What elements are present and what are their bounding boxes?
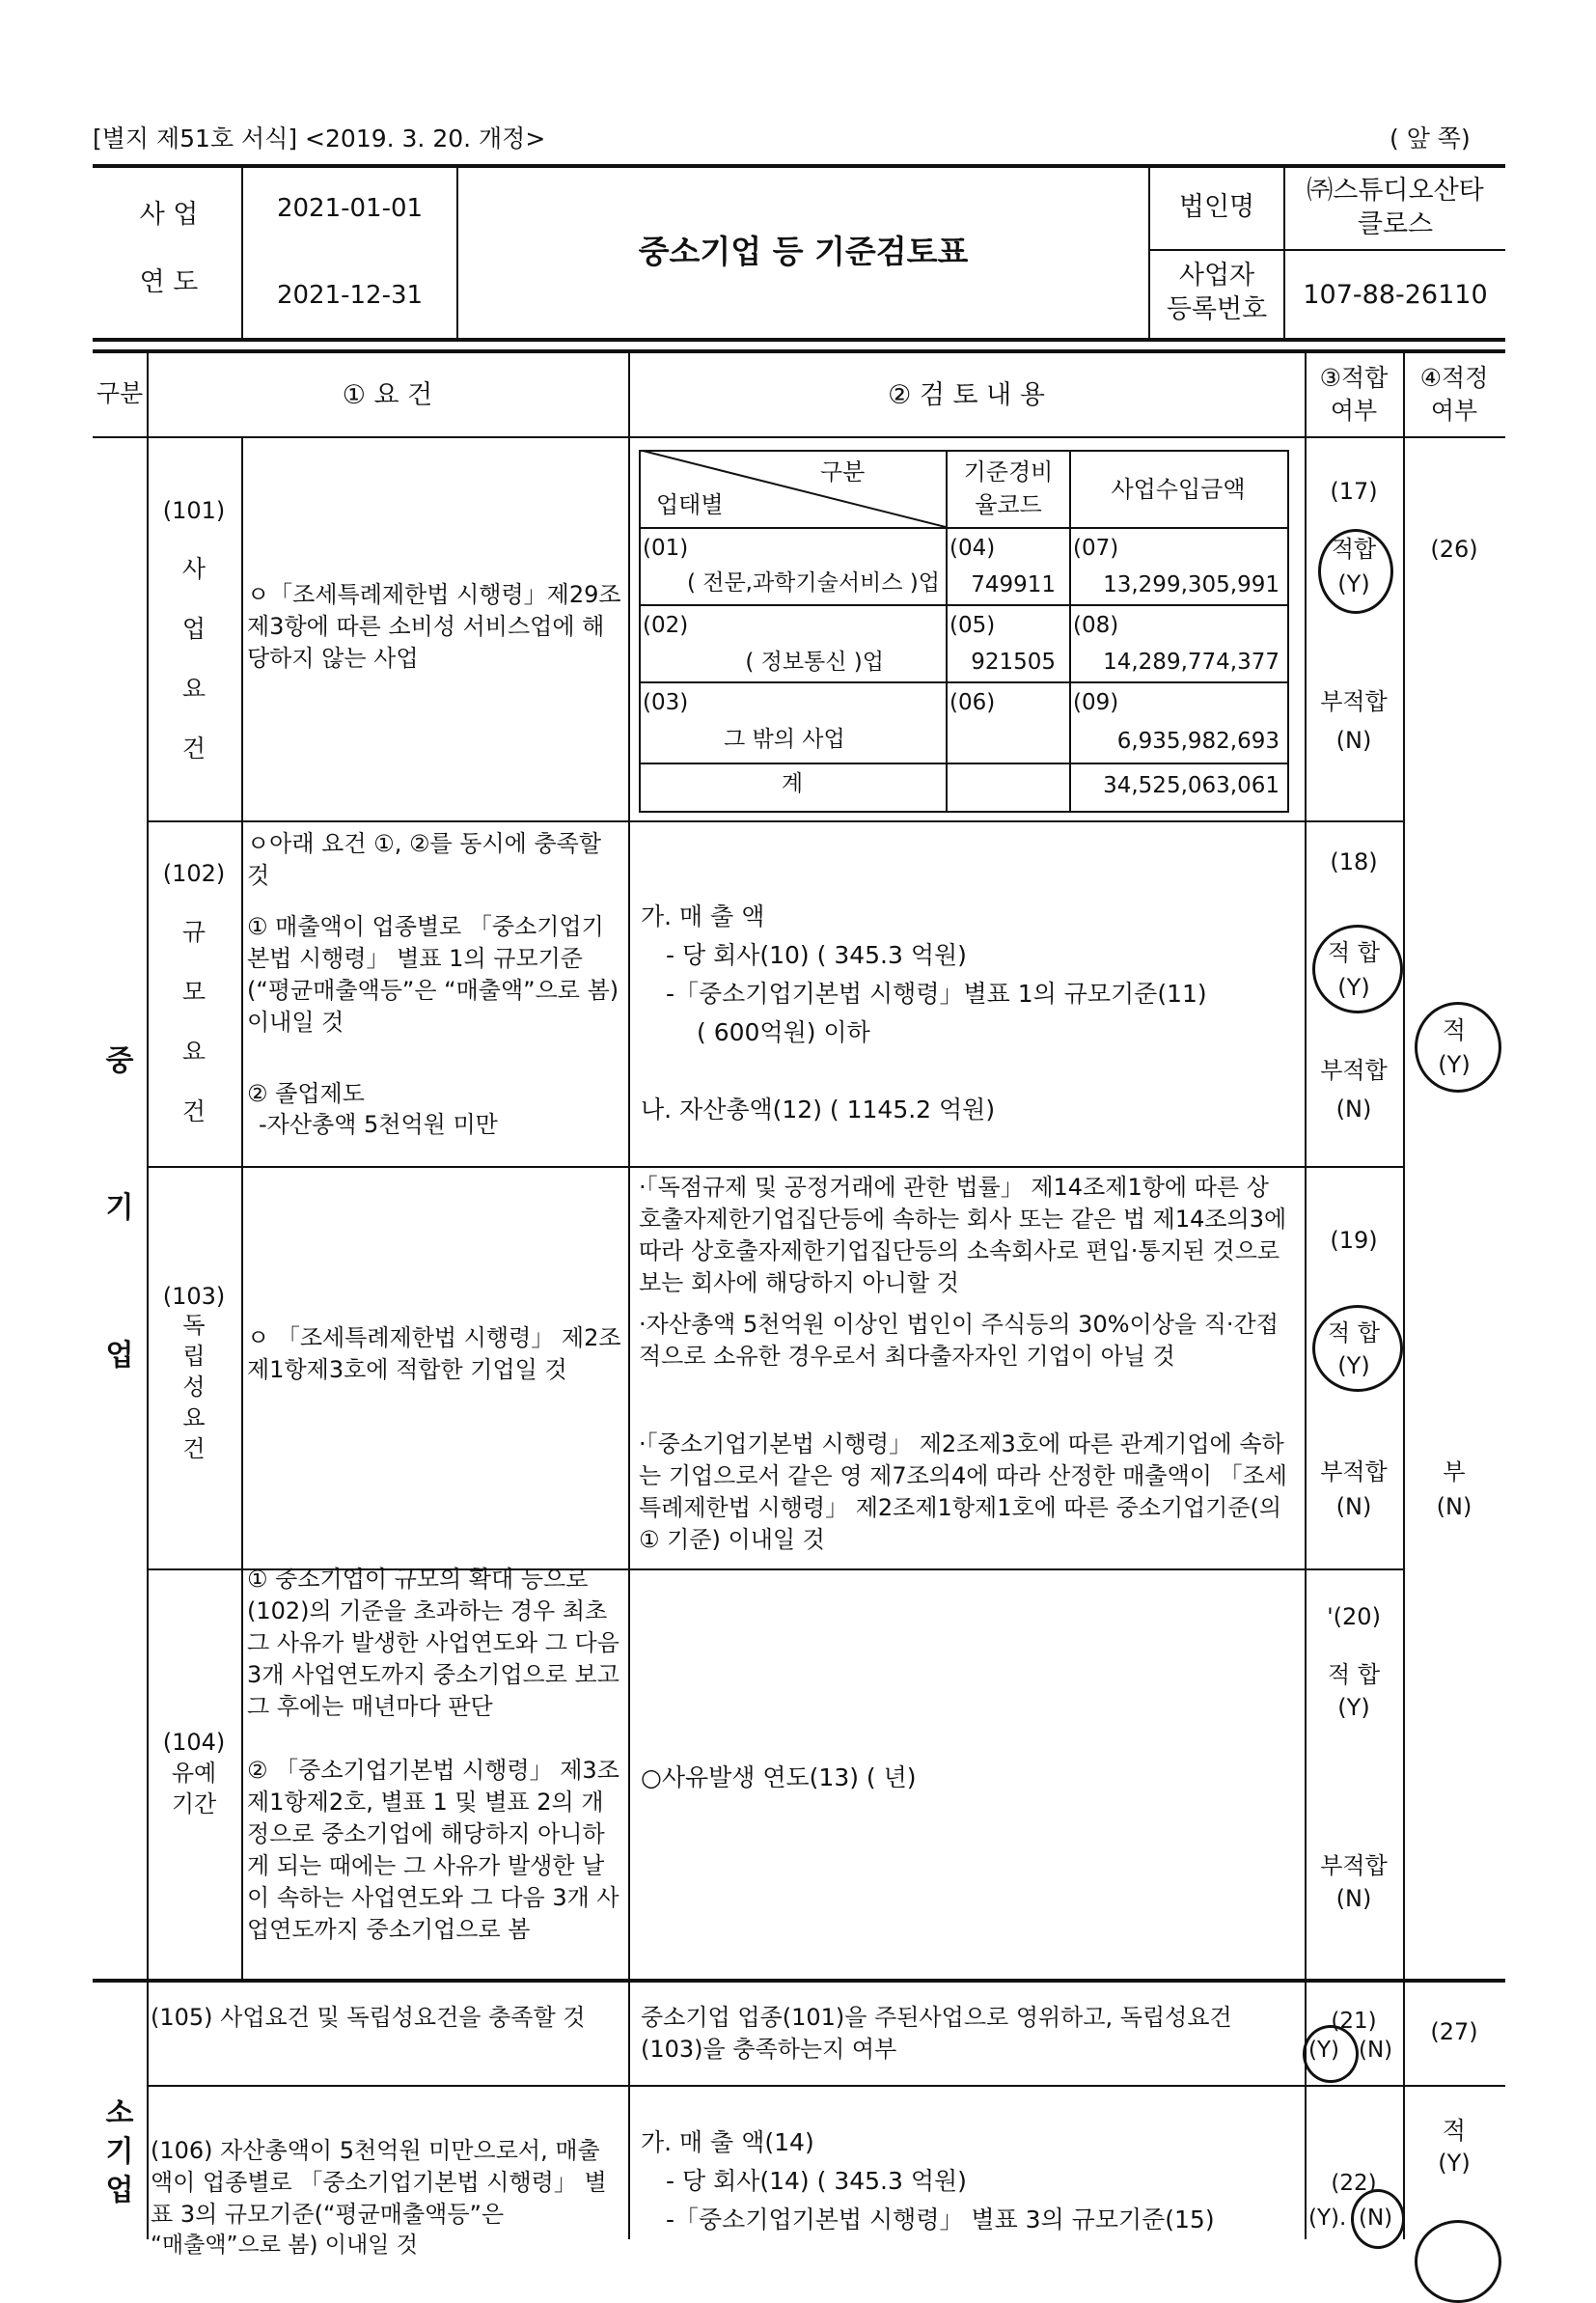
row-label-char: 건 [181, 1097, 206, 1125]
table-total-label: 계 [781, 771, 804, 796]
table-cell: (06) [949, 690, 996, 715]
requirement-text: ㅇ아래 요건 ①, ②를 동시에 충족할 것 [247, 830, 602, 889]
fit-yes: (Y) [1337, 1352, 1370, 1379]
review-text: 나. 자산총액(12) ( 1145.2 억원) [641, 1096, 996, 1124]
review-text: ○사유발생 연도(13) ( 년) [641, 1763, 917, 1791]
row-divider [147, 820, 1403, 822]
review-text: 중소기업 업종(101)을 주된사업으로 영위하고, 독립성요건(103)을 충족하는지 여부 [641, 2004, 1232, 2063]
fit-yes: (Y) [1308, 2038, 1339, 2063]
row-code: (101) [162, 497, 226, 524]
requirement-text: ㅇ「조세특례제한법 시행령」제29조제3항에 따른 소비성 서비스업에 해당하지 않는 사업 [247, 581, 621, 672]
requirement-text: ① 중소기업이 규모의 확대 등으로 (102)의 기준을 초과하는 경우 최초 그 사유가 발생한 사업연도와 그 다음 3개 사업연도까지 중소기업으로 보고 그 후에는 매년마다 판단 [247, 1566, 619, 1720]
row-label-char: 립 [182, 1343, 206, 1370]
review-text: ·「중소기업기본법 시행령」 제2조제3호에 따른 관계기업에 속하는 기업으로서 같은 영 제7조의4에 따라 산정한 매출액이 「조세특례제한법 시행령」 제2조제1항제1호에 따른 중소기업기준(의① 기준) 이내일 것 [639, 1430, 1287, 1553]
fit-no: 부적합 [1320, 1458, 1388, 1485]
period-label: 사 업 [139, 200, 199, 230]
corp-name: 클로스 [1357, 209, 1434, 239]
review-text: ·자산총액 5천억원 이상인 법인이 주식등의 30%이상을 직·간접적으로 소유한 경우로서 최다출자자인 기업이 아닐 것 [639, 1311, 1279, 1370]
period-label: 연 도 [139, 267, 199, 297]
col-header-review: ② 검 토 내 용 [888, 380, 1045, 410]
fit-no: (N) [1335, 727, 1372, 754]
requirement-text: -자산총액 5천억원 미만 [259, 1111, 498, 1138]
table-cell: 921505 [971, 650, 1056, 675]
row-label-char: 요 [181, 675, 206, 703]
review-text: 가. 매 출 액 [641, 902, 765, 930]
fit-no: (N) [1335, 1493, 1372, 1520]
top-box-bottom [93, 338, 1505, 342]
row-code: (104) [162, 1729, 226, 1756]
fit-yes: 적합 [1331, 536, 1377, 563]
review-text: - 당 회사(10) ( 345.3 억원) [666, 941, 967, 969]
table-cell: 749911 [971, 572, 1056, 597]
row-label-char: 규 [181, 918, 206, 946]
row-label-char: 사 [181, 555, 206, 583]
section-divider [93, 1979, 1505, 1983]
row-code: (103) [162, 1283, 226, 1310]
proper-number: (26) [1430, 536, 1478, 563]
table-head: 사업수입금액 [1111, 476, 1246, 503]
selected-circle [1415, 2220, 1501, 2303]
document-title: 중소기업 등 기준검토표 [638, 233, 969, 270]
table-cell: ( 전문,과학기술서비스 )업 [686, 570, 940, 596]
fit-no: (N) [1359, 2038, 1393, 2063]
table-cell: (08) [1073, 613, 1119, 638]
table-cell: 그 밖의 사업 [724, 727, 845, 752]
table-cell: (05) [949, 613, 996, 638]
corp-name: ㈜스튜디오산타 [1307, 176, 1484, 206]
review-text: ( 600억원) 이하 [697, 1018, 870, 1046]
row-label: 유예 [171, 1760, 217, 1787]
review-text: - 당 회사(14) ( 345.3 억원) [666, 2167, 967, 2195]
category-char: 중 [105, 1044, 134, 1078]
divider [1403, 349, 1405, 2239]
page-side-label: ( 앞 쪽) [1390, 125, 1471, 153]
fit-yes: 적 합 [1328, 1661, 1380, 1688]
col-header-fit: ③적합 [1319, 364, 1389, 392]
category-char: 업 [105, 2174, 134, 2207]
fit-no: (N) [1335, 1096, 1372, 1123]
requirement-text: (106) 자산총액이 5천억원 미만으로서, 매출액이 업종별로 「중소기업기본법 시행령」 별표 3의 규모기준(“평균매출액등”은 [151, 2137, 607, 2228]
row-label-char: 요 [181, 1038, 206, 1066]
divider [1148, 249, 1505, 251]
table-cell: (09) [1073, 690, 1119, 715]
review-text: -「중소기업기본법 시행령」별표 1의 규모기준(11) [666, 980, 1207, 1008]
table-cell: (02) [643, 613, 689, 638]
corp-name-label: 법인명 [1178, 192, 1255, 222]
proper-number: (27) [1430, 2018, 1478, 2045]
proper-yes: (Y) [1438, 2150, 1471, 2177]
fit-no: 부적합 [1320, 688, 1388, 715]
table-line [639, 763, 1287, 764]
table-head: 기준경비 [963, 458, 1054, 486]
fit-number: (18) [1330, 848, 1378, 875]
fit-no: 부적합 [1320, 1057, 1388, 1084]
category-char: 기 [105, 2135, 134, 2169]
category-char: 업 [105, 1339, 134, 1373]
row-label-char: 성 [182, 1373, 206, 1401]
fit-yes: (Y). [1308, 2206, 1347, 2231]
table-head: 업태별 [656, 491, 724, 518]
table-line [639, 681, 1287, 683]
table-line [639, 527, 1287, 529]
table-cell: 13,299,305,991 [1103, 572, 1280, 597]
proper-no: (N) [1436, 1493, 1472, 1520]
top-border [93, 164, 1505, 168]
row-divider [147, 2085, 1505, 2087]
col-header-category: 구분 [96, 379, 144, 407]
fit-number: (22) [1331, 2171, 1377, 2196]
requirement-text: ② 「중소기업기본법 시행령」 제3조제1항제2호, 별표 1 및 별표 2의 개정으로 중소기업에 해당하지 아니하게 되는 때에는 그 사유가 발생한 날이 속하는 사업연도와 그 다음 3개 사업연도까지 중소기업으로 봄 [247, 1757, 619, 1943]
requirement-text: “매출액”으로 봄) 이내일 것 [151, 2233, 418, 2258]
col-header-fit: 여부 [1330, 397, 1378, 425]
row-label: 기간 [171, 1790, 217, 1817]
biz-no-label: 등록번호 [1166, 294, 1268, 324]
table-total-amount: 34,525,063,061 [1103, 773, 1280, 798]
row-label-char: 건 [181, 735, 206, 763]
requirement-text: ㅇ 「조세특례제한법 시행령」 제2조제1항제3호에 적합한 기업일 것 [247, 1324, 621, 1383]
divider [241, 436, 243, 1981]
requirement-text: (105) 사업요건 및 독립성요건을 충족할 것 [151, 2004, 586, 2031]
table-cell: ( 정보통신 )업 [745, 650, 884, 675]
table-head: 율코드 [975, 491, 1042, 518]
row-divider [147, 1166, 1403, 1168]
category-char: 기 [105, 1191, 134, 1225]
col-header-proper: ④적정 [1419, 364, 1489, 392]
header-bottom [93, 436, 1505, 438]
row-label-char: 모 [181, 978, 206, 1006]
proper-yes: 적 [1442, 2117, 1467, 2145]
row-code: (102) [162, 860, 226, 887]
proper-no: 부 [1443, 1458, 1466, 1485]
form-reference: [별지 제51호 서식] <2019. 3. 20. 개정> [93, 125, 546, 153]
review-text: -「중소기업기본법 시행령」 별표 3의 규모기준(15) [666, 2206, 1215, 2234]
row-label-char: 독 [182, 1312, 206, 1339]
fit-number: (19) [1330, 1227, 1378, 1254]
fit-number: (21) [1331, 2009, 1377, 2034]
col-header-proper: 여부 [1430, 397, 1478, 425]
requirement-text: ② 졸업제도 [247, 1080, 365, 1107]
review-text: ·「독점규제 및 공정거래에 관한 법률」 제14조제1항에 따른 상호출자제한기업집단등에 속하는 회사 또는 같은 법 제14조의3에 따라 상호출자제한기업집단등의 소속회사로 편입·통지된 것으로 보는 회사에 해당하지 아니할 것 [639, 1174, 1287, 1296]
fit-yes: (Y) [1337, 974, 1370, 1001]
fit-yes: 적 합 [1328, 939, 1380, 966]
table-cell: 6,935,982,693 [1116, 729, 1280, 754]
row-label-char: 건 [182, 1435, 206, 1462]
period-end: 2021-12-31 [276, 281, 424, 310]
period-start: 2021-01-01 [276, 194, 424, 223]
table-cell: (07) [1073, 536, 1119, 561]
fit-no: 부적합 [1320, 1852, 1388, 1879]
table-cell: (03) [643, 690, 689, 715]
row-label-char: 요 [182, 1404, 206, 1431]
table-cell: 14,289,774,377 [1103, 650, 1280, 675]
divider [1305, 349, 1307, 2239]
table-cell: (01) [643, 536, 689, 561]
proper-yes: 적 [1442, 1016, 1467, 1044]
table-head: 구분 [820, 458, 866, 486]
category-char: 소 [105, 2096, 134, 2130]
fit-yes: 적 합 [1328, 1319, 1380, 1346]
col-header-requirement: ① 요 건 [342, 380, 433, 410]
table-cell: (04) [949, 536, 996, 561]
divider [628, 349, 630, 2239]
requirement-text: ① 매출액이 업종별로 「중소기업기본법 시행령」 별표 1의 규모기준(“평균매출액등”은 “매출액”으로 봄) 이내일 것 [247, 913, 619, 1036]
row-label-char: 업 [181, 615, 206, 643]
fit-no: (N) [1359, 2206, 1393, 2231]
fit-no: (N) [1335, 1885, 1372, 1912]
table-line [639, 604, 1287, 606]
biz-no-label: 사업자 [1178, 261, 1255, 291]
biz-no: 107-88-26110 [1303, 280, 1488, 310]
proper-yes: (Y) [1438, 1051, 1471, 1078]
fit-number: (17) [1330, 478, 1378, 505]
fit-yes: (Y) [1337, 570, 1370, 597]
fit-yes: (Y) [1337, 1694, 1370, 1721]
fit-number: '(20) [1327, 1603, 1381, 1630]
main-table-top [93, 349, 1505, 353]
review-text: 가. 매 출 액(14) [641, 2128, 814, 2156]
